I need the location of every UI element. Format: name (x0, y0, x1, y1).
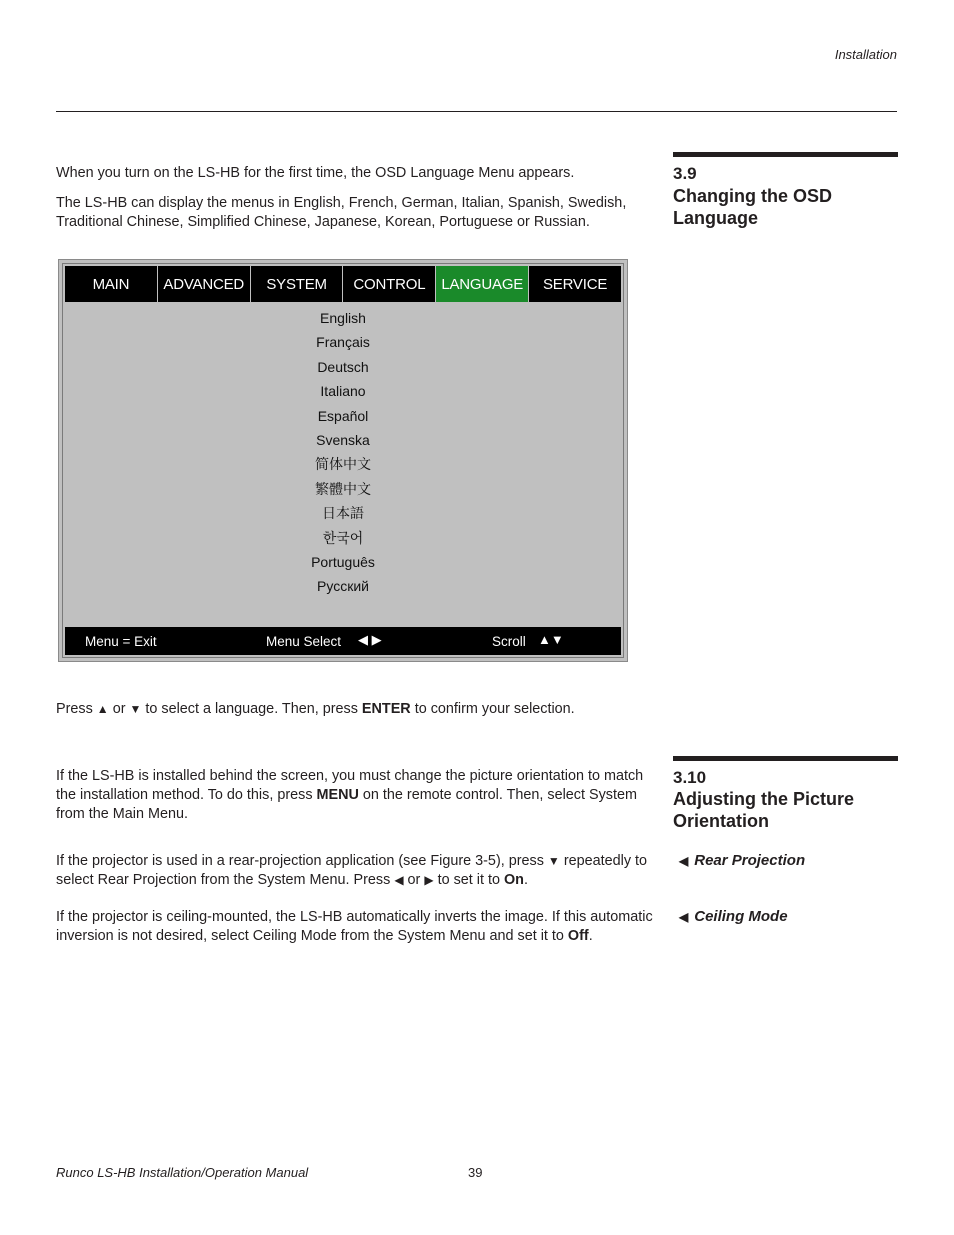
language-option-spanish[interactable]: Español (317, 407, 369, 424)
up-arrow-icon: ▲ (96, 702, 109, 716)
rear-projection-label: ◀ Rear Projection (679, 852, 806, 869)
ceiling-mode-paragraph: If the projector is ceiling-mounted, the LS-HB automatically inverts the image. If this automatic inversion is not desired, select Ceiling Mode from the System Menu and set it to Off. (56, 909, 653, 944)
tab-advanced[interactable]: ADVANCED (158, 266, 251, 302)
orientation-intro-paragraph: If the LS-HB is installed behind the screen, you must change the picture orientation to match the installation method. To do this, press MENU on the remote control. Then, select System from the Main Menu. (56, 768, 644, 822)
language-list (63, 306, 623, 599)
osd-tab-bar (65, 266, 621, 302)
down-arrow-icon: ▼ (129, 702, 142, 716)
language-option-simplified-chinese[interactable]: 简体中文 (315, 456, 371, 473)
page-number: 39 (468, 1165, 483, 1180)
section-3-9-title: Changing the OSD Language (673, 186, 832, 228)
tab-main[interactable]: MAIN (65, 266, 158, 302)
language-option-german[interactable]: Deutsch (317, 358, 369, 375)
tab-control[interactable]: CONTROL (343, 266, 436, 302)
language-option-russian[interactable]: Русский (317, 578, 369, 595)
right-arrow-icon: ▶ (424, 873, 434, 887)
scroll-hint: Scroll (492, 634, 526, 649)
pointer-left-icon: ◀ (679, 910, 689, 924)
language-option-portuguese[interactable]: Português (311, 553, 375, 570)
section-3-9-rule (673, 152, 898, 157)
left-right-arrows-icon: ◀ ▶ (358, 632, 382, 647)
select-language-instructions: Press ▲ or ▼ to select a language. Then, press ENTER to confirm your selection. (56, 701, 575, 717)
language-option-italian[interactable]: Italiano (320, 383, 366, 400)
osd-languages-paragraph: The LS-HB can display the menus in English, French, German, Italian, Spanish, Swedish, Traditional Chinese, Simplified Chinese, Japanese, Korean, Portuguese or Russian. (56, 195, 627, 230)
rear-projection-paragraph: If the projector is used in a rear-projection application (see Figure 3-5), press ▼ repeatedly to select Rear Projection from the System Menu. Press ◀ or ▶ to set it to On. (56, 853, 648, 888)
language-option-traditional-chinese[interactable]: 繁體中文 (315, 480, 371, 497)
osd-help-bar (65, 627, 621, 655)
menu-exit-hint: Menu = Exit (85, 634, 157, 649)
manual-title-footer: Runco LS-HB Installation/Operation Manual (56, 1165, 309, 1180)
up-down-arrows-icon: ▲▼ (538, 632, 564, 647)
menu-select-hint: Menu Select (266, 634, 342, 649)
section-3-9-number: 3.9 (673, 164, 697, 183)
header-rule (56, 111, 897, 112)
section-3-10-rule (673, 756, 898, 761)
language-option-swedish[interactable]: Svenska (316, 431, 370, 448)
language-option-korean[interactable]: 한국어 (322, 529, 364, 546)
language-option-french[interactable]: Français (316, 334, 370, 351)
osd-language-menu (58, 259, 628, 662)
enter-key: ENTER (361, 701, 411, 717)
section-3-10-title: Adjusting the Picture Orientation (673, 789, 855, 831)
tab-service[interactable]: SERVICE (542, 275, 608, 293)
tab-language[interactable]: LANGUAGE (436, 266, 529, 302)
left-arrow-icon: ◀ (394, 873, 404, 887)
tab-system[interactable]: SYSTEM (251, 266, 344, 302)
pointer-left-icon: ◀ (679, 854, 689, 868)
language-option-japanese[interactable]: 日本語 (322, 505, 364, 522)
osd-intro-paragraph: When you turn on the LS-HB for the first time, the OSD Language Menu appears. (56, 165, 575, 181)
section-3-10-number: 3.10 (673, 768, 707, 787)
running-header: Installation (834, 47, 897, 62)
down-arrow-icon: ▼ (547, 854, 560, 868)
menu-key: MENU (316, 787, 359, 803)
language-option-english[interactable]: English (320, 310, 366, 326)
ceiling-mode-label: ◀ Ceiling Mode (679, 908, 788, 925)
